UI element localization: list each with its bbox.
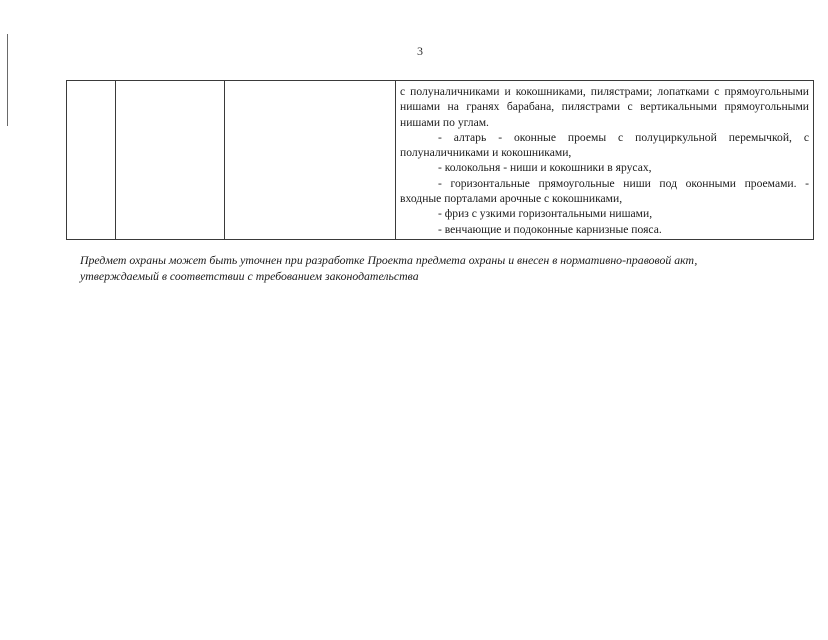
scan-edge-line <box>7 34 8 126</box>
table-row <box>67 81 814 240</box>
description-paragraph: с полуналичниками и кокошниками, пилястрами; лопатками с прямоугольными нишами на гранях барабана, пилястрами с вертикальными прямоугольными нишами по углам. <box>400 85 809 129</box>
description-paragraph: - алтарь - оконные проемы с полуциркульной перемычкой, с полуналичниками и кокошниками, <box>400 130 809 160</box>
description-paragraph: - горизонтальные прямоугольные ниши под оконными проемами. - входные порталами арочные с кокошниками, <box>400 176 809 206</box>
table-cell-description <box>396 81 814 240</box>
footnote-note: Предмет охраны может быть уточнен при разработке Проекта предмета охраны и внесен в нормативно-правовой акт, утверждаемый в соответствии с требованием законодательства <box>80 253 698 283</box>
description-paragraph: - фриз с узкими горизонтальными нишами, <box>438 207 653 221</box>
table-cell-number <box>67 81 116 240</box>
table-cell-name <box>116 81 225 240</box>
protection-subject-table <box>66 80 814 240</box>
description-paragraph: - колокольня - ниши и кокошники в ярусах, <box>438 161 652 175</box>
table-cell-category <box>225 81 396 240</box>
description-paragraph: - венчающие и подоконные карнизные пояса. <box>438 222 662 236</box>
page-number: 3 <box>417 44 423 58</box>
